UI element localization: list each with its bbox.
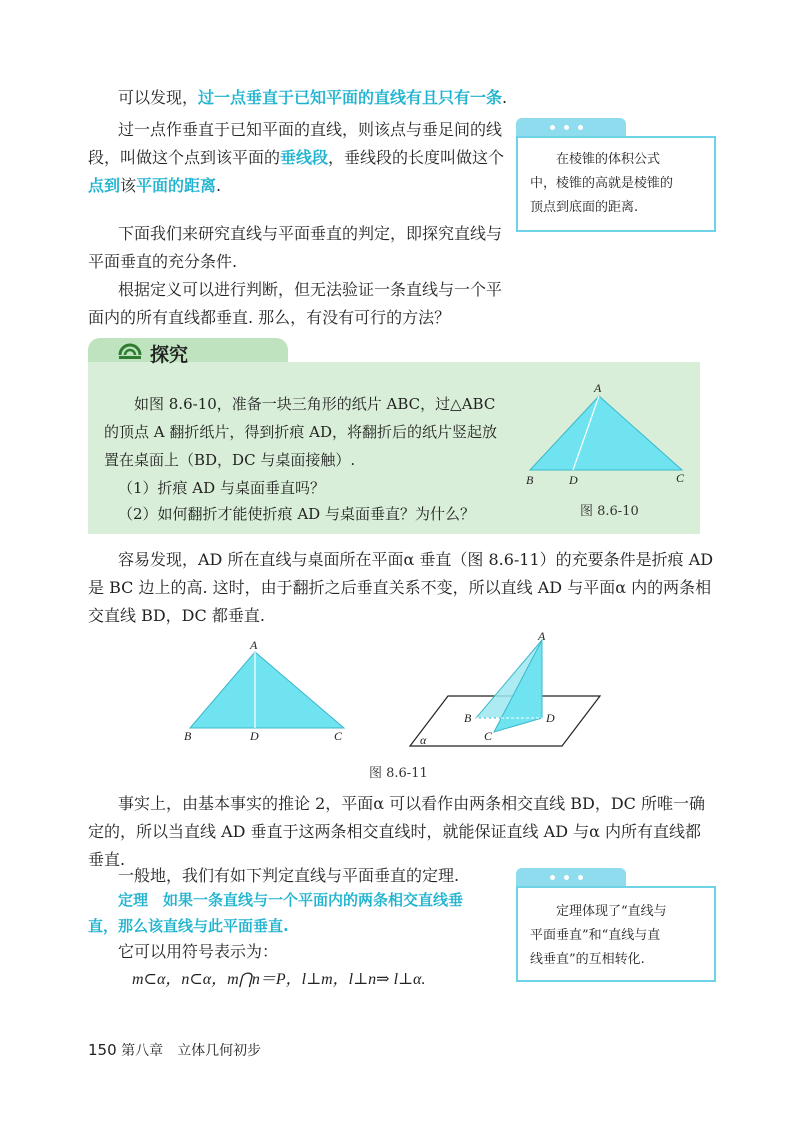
paragraph-4-line-2: 面内的所有直线都垂直. 那么，有没有可行的方法？: [88, 308, 451, 327]
explore-line-2: 的顶点 A 翻折纸片，得到折痕 AD，将翻折后的纸片竖起放: [104, 423, 497, 441]
explore-line-1: 如图 8.6-10，准备一块三角形的纸片 ABC，过△ABC: [134, 395, 496, 413]
label-c-2: C: [334, 729, 343, 743]
triangle-abc-1: [530, 396, 682, 470]
term-perpendicular-segment: 垂线段: [280, 148, 329, 167]
explore-question-2: （2）如何翻折才能使折痕 AD 与桌面垂直？为什么？: [118, 505, 475, 523]
paragraph-8: 它可以用符号表示为：: [118, 942, 279, 961]
theorem-line-2: 直，那么该直线与此平面垂直.: [88, 917, 289, 935]
figure-8-6-11: [180, 632, 610, 752]
explore-title: 探究: [150, 344, 189, 366]
paragraph-2-line-1: 过一点作垂直于已知平面的直线，则该点与垂足间的线: [118, 120, 503, 139]
figure-8-6-11-caption: 图 8.6-11: [369, 766, 428, 781]
sidenote-2-dots: [550, 875, 583, 880]
page-footer: [88, 1040, 261, 1060]
label-d-3: D: [546, 711, 555, 725]
figure-8-6-10-caption: 图 8.6-10: [580, 504, 639, 519]
paragraph-5-line-2: 是 BC 边上的高. 这时，由于翻折之后垂直关系不变，所以直线 AD 与平面α 内的两条相: [88, 578, 712, 597]
label-d-2: D: [250, 729, 259, 743]
label-d-1: D: [569, 473, 578, 487]
paragraph-2-line-2: 段，叫做这个点到该平面的垂线段，垂线段的长度叫做这个: [88, 148, 505, 167]
label-c-3: C: [484, 729, 493, 743]
sidenote-2: 定理体现了“直线与 平面垂直”和“直线与直 线垂直”的互相转化.: [516, 886, 716, 982]
paragraph-6-line-1: 事实上，由基本事实的推论 2，平面α 可以看作由两条相交直线 BD，DC 所唯一确: [118, 794, 705, 813]
theorem-line-1: 定理 如果一条直线与一个平面内的两条相交直线垂: [118, 891, 464, 909]
label-c-1: C: [676, 471, 685, 485]
paragraph-5-line-1: 容易发现，AD 所在直线与桌面所在平面α 垂直（图 8.6-11）的充要条件是折痕 AD: [118, 550, 714, 569]
page-number: 150: [88, 1041, 117, 1059]
term-distance: 平面的距离: [136, 176, 217, 195]
label-b-2: B: [184, 729, 192, 743]
paragraph-6-line-3: 垂直.: [88, 850, 126, 869]
paragraph-5-line-3: 交直线 BD，DC 都垂直.: [88, 606, 265, 625]
formula: m⊂α，n⊂α，m⋂n＝P，l⊥m，l⊥n⇒ l⊥α.: [132, 971, 426, 988]
label-b-1: B: [526, 473, 534, 487]
explore-question-1: （1）折痕 AD 与桌面垂直吗？: [118, 479, 325, 497]
triangle-abc-2: [190, 652, 344, 728]
chapter-title: 第八章 立体几何初步: [121, 1043, 262, 1059]
paragraph-4-line-1: 根据定义可以进行判断，但无法验证一条直线与一个平: [118, 280, 503, 299]
paragraph-7: 一般地，我们有如下判定直线与平面垂直的定理.: [118, 866, 460, 885]
label-alpha: α: [420, 733, 427, 747]
figure-8-6-10: [520, 380, 700, 490]
sidenote-1-dots: [550, 125, 583, 130]
paragraph-6-line-2: 定的，所以当直线 AD 垂直于这两条相交直线时，就能保证直线 AD 与α 内所有直线都: [88, 822, 702, 841]
explore-icon: [118, 341, 142, 361]
explore-line-3: 置在桌面上（BD，DC 与桌面接触）.: [104, 451, 356, 469]
paragraph-1: 可以发现，过一点垂直于已知平面的直线有且只有一条.: [118, 88, 508, 107]
label-a-1: A: [594, 381, 602, 395]
paragraph-2-line-3: 点到该平面的距离.: [88, 176, 222, 195]
paragraph-3-line-1: 下面我们来研究直线与平面垂直的判定，即探究直线与: [118, 224, 503, 243]
label-a-2: A: [250, 638, 258, 652]
highlight-unique-perpendicular: 过一点垂直于已知平面的直线有且只有一条: [198, 88, 503, 107]
label-b-3: B: [464, 711, 472, 725]
label-a-3: A: [538, 632, 546, 643]
paragraph-3-line-2: 平面垂直的充分条件.: [88, 252, 238, 271]
sidenote-1: 在棱锥的体积公式 中，棱锥的高就是棱锥的 顶点到底面的距离.: [516, 136, 716, 232]
